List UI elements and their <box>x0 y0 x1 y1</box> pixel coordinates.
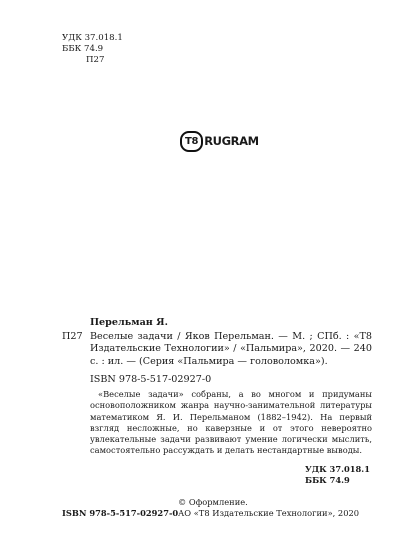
top-classification-codes <box>62 33 123 66</box>
bottom-classification-codes <box>305 464 370 485</box>
catalog-udk: УДК 37.018.1 <box>305 464 370 474</box>
publisher-logo <box>180 131 259 151</box>
logo-wordmark: RUGRAM <box>204 134 259 148</box>
footer-isbn: ISBN 978-5-517-02927-0 <box>62 508 179 518</box>
catalog-author-mark: П27 <box>62 331 83 342</box>
author-mark-code: П27 <box>86 55 105 65</box>
udk-code: УДК 37.018.1 <box>62 33 123 43</box>
book-annotation: «Веселые задачи» собраны, а во многом и придуманы основоположником жанра научно-занимательной литературы математиком Я. И. Перельманом (1882–1942). На первый взгляд несложные, но каверзные и от этого невероятно увлекательные задачи развивают умение логически мыслить, самостоятельно рассуждать и делать нестандартные выводы. <box>90 389 372 456</box>
catalog-isbn: ISBN 978-5-517-02927-0 <box>90 374 212 385</box>
bbk-code: ББК 74.9 <box>62 44 104 54</box>
catalog-author: Перельман Я. <box>90 317 168 328</box>
logo-badge: T8 <box>180 131 203 152</box>
bibliographic-description: Веселые задачи / Яков Перельман. — М. ; СПб. : «Т8 Издательские Технологии» / «Пальмира», 2020. — 240 с. : ил. — (Серия «Пальмира — головоломка»). <box>90 331 372 367</box>
publisher-copyright: АО «Т8 Издательские Технологии», 2020 <box>178 508 360 518</box>
design-copyright: © Оформление. <box>178 497 248 507</box>
catalog-bbk: ББК 74.9 <box>305 474 350 485</box>
